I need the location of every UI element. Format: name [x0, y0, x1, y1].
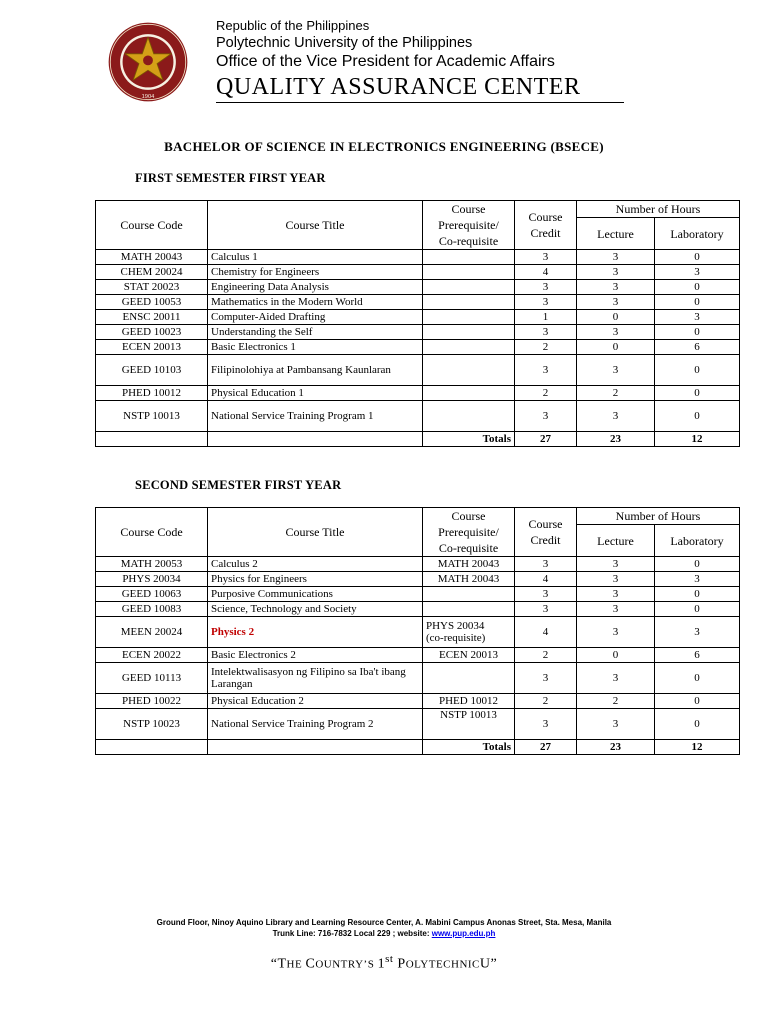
prereq-cell — [423, 340, 515, 355]
prereq-cell: NSTP 10013 — [423, 709, 515, 740]
header-rule — [216, 102, 624, 103]
prereq-cell — [423, 587, 515, 602]
table-row — [96, 265, 740, 280]
lecture-cell: 3 — [577, 280, 655, 295]
course-title-cell — [208, 617, 423, 648]
table-row — [96, 572, 740, 587]
credit-cell: 4 — [515, 265, 577, 280]
course-title-cell: Filipinolohiya at Pambansang Kaunlaran — [208, 355, 423, 386]
course-code-cell: ENSC 20011 — [96, 310, 208, 325]
credit-cell: 3 — [515, 401, 577, 432]
svg-text:1904: 1904 — [141, 94, 155, 101]
lab-cell: 3 — [655, 572, 740, 587]
course-code-cell: PHED 10022 — [96, 694, 208, 709]
tagline: “THE COUNTRY’S 1st POLYTECHNICU” — [270, 953, 498, 972]
course-code-cell: GEED 10103 — [96, 355, 208, 386]
credit-cell: 3 — [515, 663, 577, 694]
footer-contact: Trunk Line: 716-7832 Local 229 ; website: www.pup.edu.ph — [272, 929, 496, 938]
empty-cell — [208, 740, 423, 755]
lecture-cell: 2 — [577, 386, 655, 401]
prereq-cell — [423, 325, 515, 340]
table-row — [96, 663, 740, 694]
course-code-cell: CHEM 20024 — [96, 265, 208, 280]
credit-cell: 3 — [515, 295, 577, 310]
prereq-cell: MATH 20043 — [423, 557, 515, 572]
lecture-cell: 3 — [577, 587, 655, 602]
header-title: QUALITY ASSURANCE CENTER — [216, 74, 581, 100]
website-link[interactable]: www.pup.edu.ph — [431, 929, 496, 938]
total-lab: 12 — [655, 432, 740, 447]
course-code-cell: STAT 20023 — [96, 280, 208, 295]
lab-cell: 3 — [655, 617, 740, 648]
prereq-cell — [423, 280, 515, 295]
col-lab: Laboratory — [655, 218, 740, 250]
col-prereq: Course Prerequisite/ Co-requisite — [423, 508, 515, 557]
course-code-cell: NSTP 10013 — [96, 401, 208, 432]
prereq-cell — [423, 250, 515, 265]
course-code-cell: GEED 10083 — [96, 602, 208, 617]
lab-cell: 0 — [655, 694, 740, 709]
col-course-title: Course Title — [208, 508, 423, 557]
col-hours: Number of Hours — [577, 508, 740, 525]
lab-cell: 0 — [655, 295, 740, 310]
lab-cell: 0 — [655, 557, 740, 572]
totals-label: Totals — [423, 740, 515, 755]
lecture-cell: 0 — [577, 310, 655, 325]
lab-cell: 0 — [655, 663, 740, 694]
table-row — [96, 401, 740, 432]
credit-cell: 2 — [515, 340, 577, 355]
lecture-cell: 3 — [577, 295, 655, 310]
course-title-cell: Calculus 1 — [208, 250, 423, 265]
table-row — [96, 557, 740, 572]
footer-address: Ground Floor, Ninoy Aquino Library and Learning Resource Center, A. Mabini Campus Anonas Street, Sta. Mesa, Manila — [156, 918, 612, 927]
table-row — [96, 386, 740, 401]
lab-cell: 6 — [655, 648, 740, 663]
lecture-cell: 3 — [577, 709, 655, 740]
table-row — [96, 602, 740, 617]
lab-cell: 3 — [655, 265, 740, 280]
credit-cell: 4 — [515, 572, 577, 587]
lab-cell: 0 — [655, 401, 740, 432]
credit-cell: 3 — [515, 602, 577, 617]
total-lecture: 23 — [577, 740, 655, 755]
col-lecture: Lecture — [577, 525, 655, 557]
lab-cell: 0 — [655, 587, 740, 602]
table-row — [96, 280, 740, 295]
course-code-cell: PHED 10012 — [96, 386, 208, 401]
course-title-cell: Basic Electronics 2 — [208, 648, 423, 663]
course-code-cell: ECEN 20013 — [96, 340, 208, 355]
sem1-table — [95, 200, 740, 447]
footer-address-block — [0, 917, 768, 939]
col-credit: Course Credit — [515, 508, 577, 557]
col-course-code: Course Code — [96, 201, 208, 250]
lab-cell: 0 — [655, 325, 740, 340]
col-prereq: Course Prerequisite/ Co-requisite — [423, 201, 515, 250]
course-code-cell: NSTP 10023 — [96, 709, 208, 740]
credit-cell: 3 — [515, 325, 577, 340]
col-lab: Laboratory — [655, 525, 740, 557]
total-credit: 27 — [515, 740, 577, 755]
course-title-cell: National Service Training Program 1 — [208, 401, 423, 432]
col-hours: Number of Hours — [577, 201, 740, 218]
lab-cell: 3 — [655, 310, 740, 325]
lab-cell: 6 — [655, 340, 740, 355]
total-credit: 27 — [515, 432, 577, 447]
lecture-cell: 3 — [577, 265, 655, 280]
course-title-cell: Physical Education 2 — [208, 694, 423, 709]
lecture-cell: 0 — [577, 340, 655, 355]
lecture-cell: 3 — [577, 602, 655, 617]
header-republic: Republic of the Philippines — [216, 18, 370, 33]
total-lab: 12 — [655, 740, 740, 755]
totals-row — [96, 740, 740, 755]
course-code-cell: MEEN 20024 — [96, 617, 208, 648]
lecture-cell: 3 — [577, 401, 655, 432]
lecture-cell: 3 — [577, 355, 655, 386]
course-code-cell: GEED 10063 — [96, 587, 208, 602]
credit-cell: 2 — [515, 648, 577, 663]
header-university: Polytechnic University of the Philippines — [216, 35, 473, 51]
course-title-cell: Purposive Communications — [208, 587, 423, 602]
prereq-cell — [423, 401, 515, 432]
col-course-title: Course Title — [208, 201, 423, 250]
course-code-cell: MATH 20053 — [96, 557, 208, 572]
totals-label: Totals — [423, 432, 515, 447]
prereq-cell — [423, 386, 515, 401]
table-row — [96, 355, 740, 386]
lecture-cell: 3 — [577, 617, 655, 648]
highlighted-course-title: Physics 2 — [211, 625, 255, 638]
prereq-cell — [423, 265, 515, 280]
course-title-cell: Science, Technology and Society — [208, 602, 423, 617]
table-row — [96, 709, 740, 740]
lecture-cell: 3 — [577, 572, 655, 587]
lab-cell: 0 — [655, 709, 740, 740]
table-row — [96, 310, 740, 325]
letterhead — [0, 0, 768, 110]
sem2-title: SECOND SEMESTER FIRST YEAR — [135, 478, 342, 492]
course-code-cell: GEED 10023 — [96, 325, 208, 340]
course-title-cell: Physical Education 1 — [208, 386, 423, 401]
col-course-code: Course Code — [96, 508, 208, 557]
table-row — [96, 340, 740, 355]
prereq-cell: MATH 20043 — [423, 572, 515, 587]
credit-cell: 4 — [515, 617, 577, 648]
prereq-cell: ECEN 20013 — [423, 648, 515, 663]
course-title-cell: Intelektwalisasyon ng Filipino sa Iba't ibang Larangan — [208, 663, 423, 694]
course-title-cell: Calculus 2 — [208, 557, 423, 572]
prereq-cell — [423, 295, 515, 310]
totals-row — [96, 432, 740, 447]
credit-cell: 2 — [515, 386, 577, 401]
course-code-cell: GEED 10113 — [96, 663, 208, 694]
credit-cell: 2 — [515, 694, 577, 709]
course-title-cell: Physics for Engineers — [208, 572, 423, 587]
empty-cell — [208, 432, 423, 447]
prereq-cell — [423, 355, 515, 386]
sem2-table — [95, 507, 740, 755]
lab-cell: 0 — [655, 602, 740, 617]
credit-cell: 3 — [515, 587, 577, 602]
lecture-cell: 3 — [577, 325, 655, 340]
credit-cell: 3 — [515, 280, 577, 295]
table-row — [96, 325, 740, 340]
credit-cell: 3 — [515, 355, 577, 386]
course-code-cell: GEED 10053 — [96, 295, 208, 310]
credit-cell: 3 — [515, 709, 577, 740]
lecture-cell: 3 — [577, 557, 655, 572]
prereq-cell — [423, 663, 515, 694]
course-code-cell: ECEN 20022 — [96, 648, 208, 663]
course-title-cell: Understanding the Self — [208, 325, 423, 340]
program-title: BACHELOR OF SCIENCE IN ELECTRONICS ENGINEERING (BSECE) — [164, 139, 604, 154]
lab-cell: 0 — [655, 386, 740, 401]
credit-cell: 1 — [515, 310, 577, 325]
table-row — [96, 587, 740, 602]
empty-cell — [96, 740, 208, 755]
prereq-cell — [423, 602, 515, 617]
credit-cell: 3 — [515, 250, 577, 265]
col-lecture: Lecture — [577, 218, 655, 250]
course-code-cell: MATH 20043 — [96, 250, 208, 265]
prereq-cell: PHED 10012 — [423, 694, 515, 709]
prereq-cell — [423, 310, 515, 325]
lab-cell: 0 — [655, 250, 740, 265]
total-lecture: 23 — [577, 432, 655, 447]
lecture-cell: 3 — [577, 250, 655, 265]
sem1-title: FIRST SEMESTER FIRST YEAR — [135, 171, 326, 185]
lecture-cell: 3 — [577, 663, 655, 694]
pup-seal-icon — [107, 21, 189, 103]
course-title-cell: Chemistry for Engineers — [208, 265, 423, 280]
lecture-cell: 2 — [577, 694, 655, 709]
course-title-cell: Mathematics in the Modern World — [208, 295, 423, 310]
lecture-cell: 0 — [577, 648, 655, 663]
lab-cell: 0 — [655, 355, 740, 386]
empty-cell — [96, 432, 208, 447]
course-title-cell: Basic Electronics 1 — [208, 340, 423, 355]
col-credit: Course Credit — [515, 201, 577, 250]
table-row — [96, 617, 740, 648]
course-title-cell: National Service Training Program 2 — [208, 709, 423, 740]
table-row — [96, 295, 740, 310]
prereq-cell: PHYS 20034 (co-requisite) — [423, 617, 515, 648]
table-row — [96, 694, 740, 709]
table-row — [96, 250, 740, 265]
table-row — [96, 648, 740, 663]
header-office: Office of the Vice President for Academic Affairs — [216, 53, 555, 70]
credit-cell: 3 — [515, 557, 577, 572]
course-code-cell: PHYS 20034 — [96, 572, 208, 587]
course-title-cell: Computer-Aided Drafting — [208, 310, 423, 325]
course-title-cell: Engineering Data Analysis — [208, 280, 423, 295]
lab-cell: 0 — [655, 280, 740, 295]
